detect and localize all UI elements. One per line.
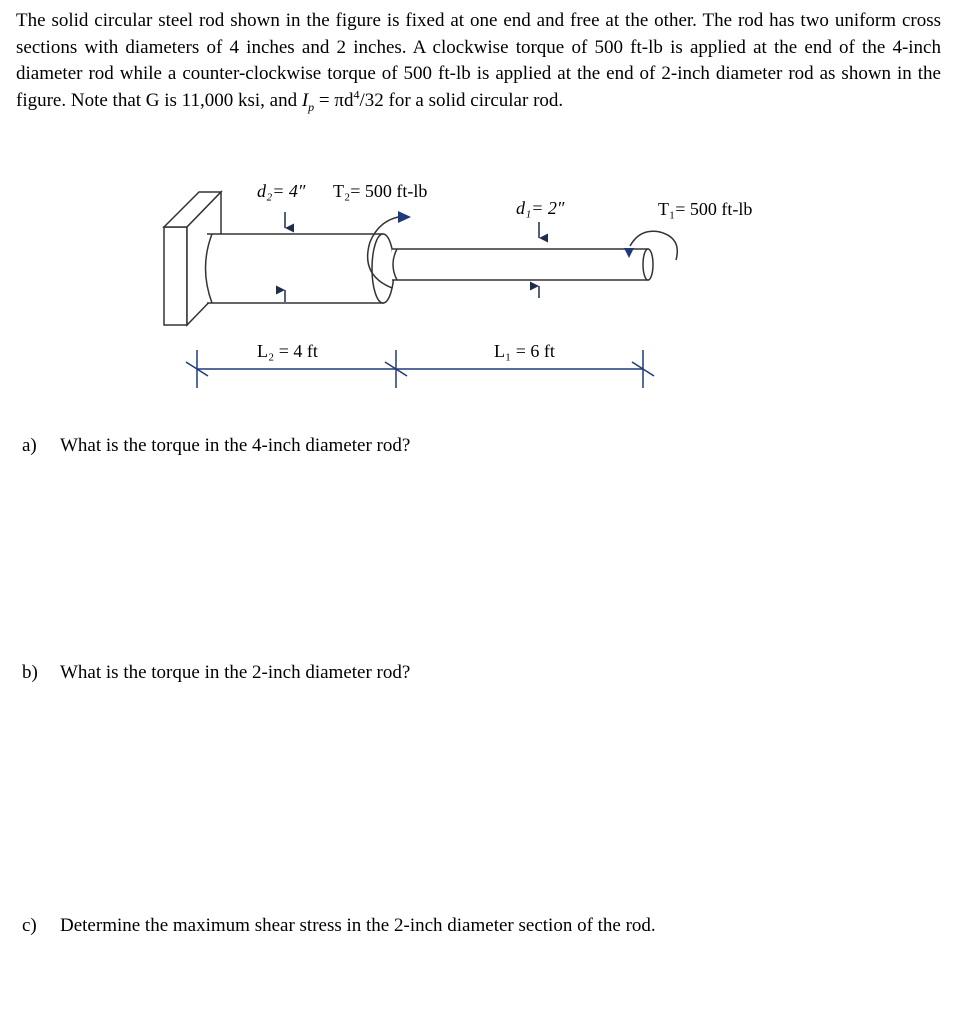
formula-middle: = πd	[314, 89, 354, 111]
small-rod-2in	[392, 249, 653, 280]
problem-text: The solid circular steel rod shown in the figure is fixed at one end and free at the other. The rod has two uniform cross sections with diameters of 4 inches and 2 inches. A clockwise torque of 500 ft-lb is applied at the end of the 4-inch diameter rod while a counter-clockwise torque of 500 ft-lb is applied at the end of 2-inch diameter rod as shown in the figure. Note that G is 11,000 ksi, and	[16, 10, 941, 111]
large-rod-4in	[206, 234, 395, 303]
question-b-marker: b)	[22, 662, 38, 683]
question-c-marker: c)	[22, 915, 37, 936]
ip-symbol: I	[301, 89, 309, 111]
question-c	[22, 914, 656, 938]
question-b	[22, 661, 410, 685]
l1-label: L₁ = 6 ft	[494, 341, 555, 361]
l2-label: L₂ = 4 ft	[257, 341, 318, 361]
problem-statement	[16, 8, 941, 114]
formula-exponent: 4	[353, 87, 360, 102]
question-b-text: What is the torque in the 2-inch diameter rod?	[60, 662, 411, 683]
question-c-text: Determine the maximum shear stress in the 2-inch diameter section of the rod.	[60, 915, 656, 936]
question-a-marker: a)	[22, 435, 37, 456]
d1-label: d₁= 2″	[516, 198, 565, 218]
ip-subscript: p	[308, 99, 315, 114]
t2-arrow-head	[398, 211, 411, 223]
problem-text-end: /32 for a solid circular rod.	[359, 89, 564, 111]
question-a-text: What is the torque in the 4-inch diameter rod?	[60, 435, 411, 456]
t2-label: T₂= 500 ft-lb	[333, 181, 428, 201]
rod-figure	[0, 170, 963, 400]
t1-label: T₁= 500 ft-lb	[658, 199, 753, 219]
question-a	[22, 434, 410, 458]
d2-label: d₂= 4″	[257, 181, 306, 201]
